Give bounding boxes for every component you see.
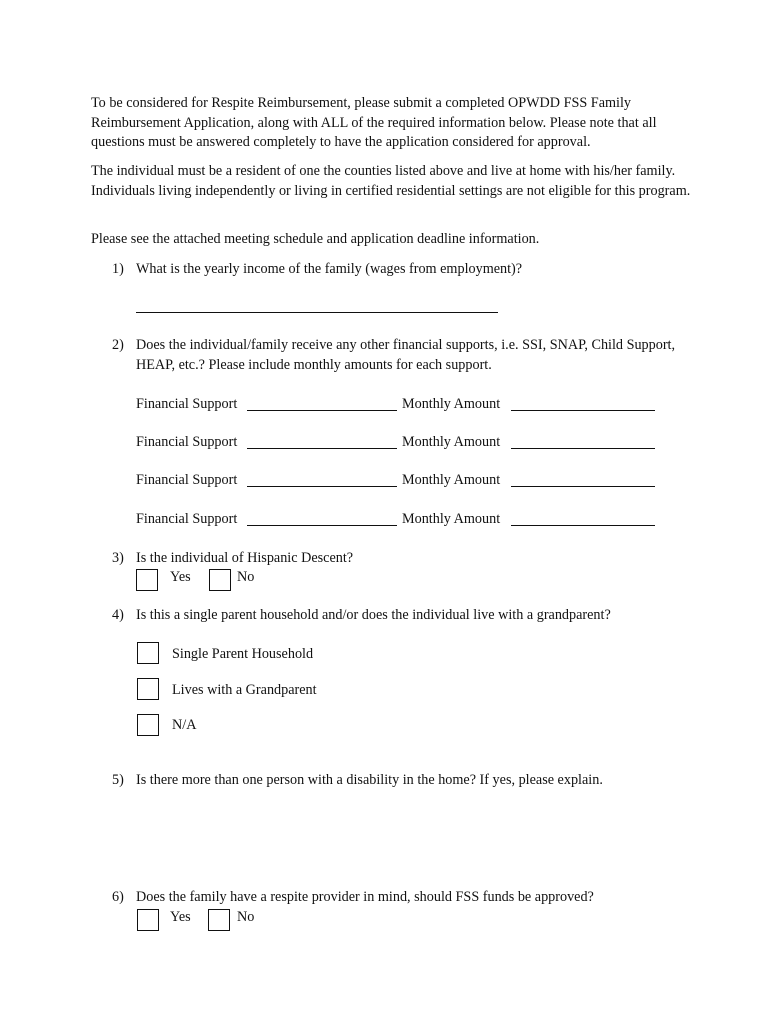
provider-no-checkbox[interactable] [208,909,230,931]
question-1-text: What is the yearly income of the family (wages from employment)? [136,261,523,277]
grandparent-checkbox[interactable] [137,678,159,700]
monthly-amount-label: Monthly Amount [402,511,501,527]
hispanic-yes-checkbox[interactable] [136,569,158,591]
monthly-amount-field[interactable] [511,525,655,526]
question-2-number: 2) [112,337,124,353]
financial-support-label: Financial Support [136,434,238,450]
monthly-amount-field[interactable] [511,410,655,411]
grandparent-label: Lives with a Grandparent [172,682,317,698]
question-6-text: Does the family have a respite provider in mind, should FSS funds be approved? [136,889,594,905]
provider-yes-label: Yes [170,909,191,925]
financial-support-label: Financial Support [136,472,238,488]
intro-paragraph-3: Please see the attached meeting schedule and application deadline information. [91,231,540,247]
financial-support-field[interactable] [247,448,397,449]
question-2-text: Does the individual/family receive any other financial supports, i.e. SSI, SNAP, Child Support, HEAP, etc.? Please include monthly amounts for each support. [136,337,676,373]
provider-yes-checkbox[interactable] [137,909,159,931]
monthly-amount-field[interactable] [511,448,655,449]
monthly-amount-label: Monthly Amount [402,434,501,450]
question-3-text: Is the individual of Hispanic Descent? [136,550,354,566]
na-checkbox[interactable] [137,714,159,736]
hispanic-no-label: No [237,569,255,585]
single-parent-label: Single Parent Household [172,646,314,662]
question-5-text: Is there more than one person with a disability in the home? If yes, please explain. [136,772,603,788]
intro-paragraph-2: The individual must be a resident of one the counties listed above and live at home with his/her family. Individuals living independently or living in certified residential settings are not eligible for this program. [91,163,691,199]
question-1-number: 1) [112,261,124,277]
hispanic-no-checkbox[interactable] [209,569,231,591]
single-parent-checkbox[interactable] [137,642,159,664]
monthly-amount-field[interactable] [511,486,655,487]
question-6-number: 6) [112,889,124,905]
intro-paragraph-1: To be considered for Respite Reimbursement, please submit a completed OPWDD FSS Family Reimbursement Application, along with ALL of the required information below. Please note that all questions must be answered completely to have the application considered for approval. [91,95,657,150]
financial-support-label: Financial Support [136,396,238,412]
na-label: N/A [172,717,197,733]
monthly-amount-label: Monthly Amount [402,472,501,488]
question-4-number: 4) [112,607,124,623]
financial-support-field[interactable] [247,486,397,487]
question-5-number: 5) [112,772,124,788]
question-3-number: 3) [112,550,124,566]
financial-support-field[interactable] [247,410,397,411]
provider-no-label: No [237,909,255,925]
monthly-amount-label: Monthly Amount [402,396,501,412]
question-4-text: Is this a single parent household and/or does the individual live with a grandparent? [136,607,611,623]
yearly-income-field[interactable] [136,312,498,313]
hispanic-yes-label: Yes [170,569,191,585]
financial-support-field[interactable] [247,525,397,526]
financial-support-label: Financial Support [136,511,238,527]
